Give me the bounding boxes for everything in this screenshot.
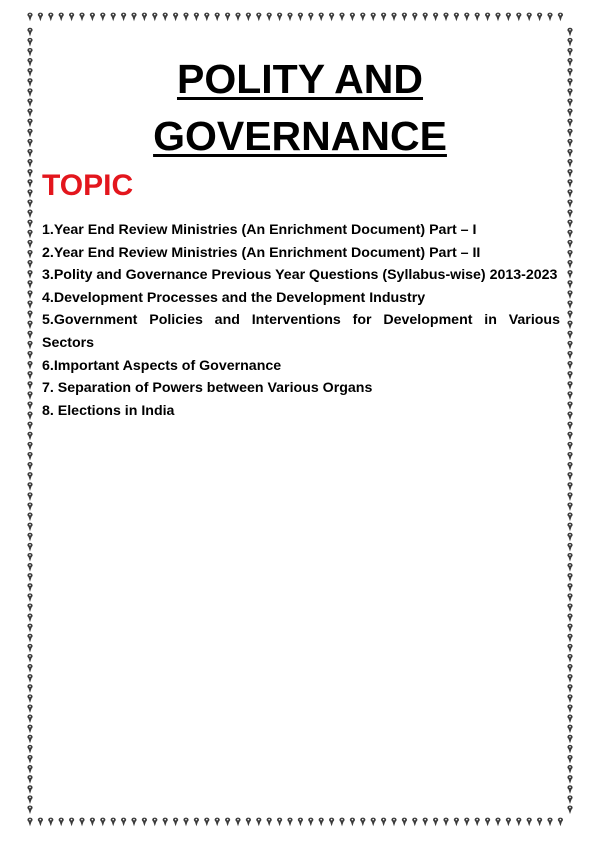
pin-ornament-icon [308,13,313,22]
pin-ornament-icon [163,818,168,827]
pin-ornament-icon [567,371,572,380]
pin-ornament-icon [27,482,32,491]
pin-ornament-icon [27,351,32,360]
pin-ornament-icon [27,795,32,804]
pin-ornament-icon [558,13,563,22]
pin-ornament-icon [567,715,572,724]
pin-ornament-icon [27,28,32,37]
pin-ornament-icon [433,818,438,827]
title-line-1: POLITY AND [176,56,424,102]
pin-ornament-icon [567,603,572,612]
pin-ornament-icon [567,664,572,673]
topic-item: 6.Important Aspects of Governance [42,357,282,374]
pin-ornament-icon [27,684,32,693]
pin-ornament-icon [329,818,334,827]
pin-ornament-icon [27,694,32,703]
pin-ornament-icon [38,13,43,22]
pin-ornament-icon [567,260,572,269]
pin-ornament-icon [567,220,572,229]
pin-ornament-icon [567,684,572,693]
pin-ornament-icon [319,818,324,827]
pin-ornament-icon [27,785,32,794]
pin-ornament-icon [371,818,376,827]
pin-ornament-icon [567,694,572,703]
topic-item: 2.Year End Review Ministries (An Enrichment Document) Part – II [42,244,481,261]
pin-ornament-icon [27,361,32,370]
pin-ornament-icon [48,818,53,827]
pin-ornament-icon [27,230,32,239]
pin-ornament-icon [475,818,480,827]
pin-ornament-icon [298,818,303,827]
topic-list [42,219,560,422]
pin-ornament-icon [381,818,386,827]
pin-ornament-icon [567,270,572,279]
pin-ornament-icon [567,624,572,633]
pin-ornament-icon [433,13,438,22]
pin-ornament-icon [27,381,32,390]
pin-ornament-icon [27,614,32,623]
pin-ornament-icon [567,351,572,360]
pin-ornament-icon [27,553,32,562]
pin-ornament-icon [423,13,428,22]
topic-heading: TOPIC [42,169,134,202]
pin-ornament-icon [567,300,572,309]
pin-ornament-icon [256,818,261,827]
pin-ornament-icon [27,189,32,198]
pin-ornament-icon [173,818,178,827]
pin-ornament-icon [79,13,84,22]
pin-ornament-icon [27,210,32,219]
pin-ornament-icon [27,311,32,320]
pin-ornament-icon [27,442,32,451]
pin-ornament-icon [360,13,365,22]
pin-ornament-icon [90,818,95,827]
pin-ornament-icon [27,654,32,663]
pin-ornament-icon [567,805,572,814]
pin-ornament-icon [277,13,282,22]
pin-ornament-icon [567,28,572,37]
pin-ornament-icon [567,725,572,734]
pin-ornament-icon [27,805,32,814]
pin-ornament-icon [27,755,32,764]
pin-ornament-icon [27,523,32,532]
pin-ornament-icon [121,13,126,22]
pin-ornament-icon [27,13,32,22]
pin-ornament-icon [59,818,64,827]
pin-ornament-icon [567,785,572,794]
pin-ornament-icon [111,13,116,22]
pin-ornament-icon [267,13,272,22]
pin-ornament-icon [567,199,572,208]
pin-ornament-icon [27,818,32,827]
pin-ornament-icon [194,818,199,827]
pin-ornament-icon [495,13,500,22]
pin-ornament-icon [27,704,32,713]
pin-ornament-icon [402,818,407,827]
pin-ornament-icon [567,422,572,431]
pin-ornament-icon [485,818,490,827]
pin-ornament-icon [27,624,32,633]
pin-ornament-icon [27,563,32,572]
pin-ornament-icon [443,818,448,827]
pin-ornament-icon [475,13,480,22]
pin-ornament-icon [121,818,126,827]
pin-ornament-icon [567,230,572,239]
pin-ornament-icon [27,593,32,602]
pin-ornament-icon [567,745,572,754]
pin-ornament-icon [100,13,105,22]
pin-ornament-icon [142,818,147,827]
pin-ornament-icon [27,290,32,299]
pin-ornament-icon [464,818,469,827]
pin-ornament-icon [454,13,459,22]
pin-ornament-icon [225,13,230,22]
topic-item: 7. Separation of Powers between Various Organs [42,380,373,397]
pin-ornament-icon [454,818,459,827]
pin-ornament-icon [152,818,157,827]
pin-ornament-icon [27,533,32,542]
pin-ornament-icon [567,755,572,764]
pin-ornament-icon [567,644,572,653]
pin-ornament-icon [567,614,572,623]
pin-ornament-icon [27,220,32,229]
pin-ornament-icon [537,818,542,827]
pin-ornament-icon [412,13,417,22]
pin-ornament-icon [567,634,572,643]
border-top-ornaments [27,13,563,22]
pin-ornament-icon [27,270,32,279]
pin-ornament-icon [27,664,32,673]
pin-ornament-icon [69,13,74,22]
pin-ornament-icon [235,818,240,827]
pin-ornament-icon [27,38,32,47]
pin-ornament-icon [537,13,542,22]
pin-ornament-icon [464,13,469,22]
pin-ornament-icon [27,603,32,612]
pin-ornament-icon [27,573,32,582]
pin-ornament-icon [567,442,572,451]
pin-ornament-icon [567,169,572,178]
pin-ornament-icon [506,13,511,22]
pin-ornament-icon [204,818,209,827]
pin-ornament-icon [225,818,230,827]
pin-ornament-icon [567,179,572,188]
pin-ornament-icon [79,818,84,827]
title-line-2: GOVERNANCE [153,113,447,159]
pin-ornament-icon [567,553,572,562]
pin-ornament-icon [527,13,532,22]
pin-ornament-icon [567,513,572,522]
pin-ornament-icon [371,13,376,22]
pin-ornament-icon [204,13,209,22]
pin-ornament-icon [27,412,32,421]
pin-ornament-icon [27,331,32,340]
pin-ornament-icon [27,341,32,350]
pin-ornament-icon [567,735,572,744]
topic-item: 1.Year End Review Ministries (An Enrichment Document) Part – I [42,222,477,238]
pin-ornament-icon [516,818,521,827]
pin-ornament-icon [567,563,572,572]
pin-ornament-icon [48,13,53,22]
pin-ornament-icon [567,523,572,532]
pin-ornament-icon [277,818,282,827]
pin-ornament-icon [567,543,572,552]
pin-ornament-icon [567,341,572,350]
pin-ornament-icon [287,13,292,22]
pin-ornament-icon [567,775,572,784]
pin-ornament-icon [111,818,116,827]
pin-ornament-icon [27,321,32,330]
pin-ornament-icon [183,13,188,22]
pin-ornament-icon [27,250,32,259]
pin-ornament-icon [516,13,521,22]
pin-ornament-icon [27,745,32,754]
pin-ornament-icon [567,502,572,511]
pin-ornament-icon [256,13,261,22]
pin-ornament-icon [235,13,240,22]
pin-ornament-icon [567,381,572,390]
pin-ornament-icon [319,13,324,22]
pin-ornament-icon [27,583,32,592]
pin-ornament-icon [152,13,157,22]
pin-ornament-icon [298,13,303,22]
pin-ornament-icon [100,818,105,827]
pin-ornament-icon [27,462,32,471]
topic-item: 8. Elections in India [42,402,175,419]
pin-ornament-icon [27,280,32,289]
pin-ornament-icon [131,13,136,22]
pin-ornament-icon [246,13,251,22]
pin-ornament-icon [194,13,199,22]
pin-ornament-icon [567,210,572,219]
pin-ornament-icon [27,735,32,744]
pin-ornament-icon [443,13,448,22]
pin-ornament-icon [27,513,32,522]
pin-ornament-icon [567,311,572,320]
pin-ornament-icon [27,422,32,431]
pin-ornament-icon [567,290,572,299]
pin-ornament-icon [27,199,32,208]
pin-ornament-icon [246,818,251,827]
pin-ornament-icon [567,492,572,501]
pin-ornament-icon [391,818,396,827]
pin-ornament-icon [27,452,32,461]
pin-ornament-icon [391,13,396,22]
pin-ornament-icon [329,13,334,22]
pin-ornament-icon [27,260,32,269]
pin-ornament-icon [339,818,344,827]
pin-ornament-icon [567,573,572,582]
pin-ornament-icon [567,795,572,804]
pin-ornament-icon [567,331,572,340]
pin-ornament-icon [567,482,572,491]
pin-ornament-icon [567,593,572,602]
pin-ornament-icon [412,818,417,827]
pin-ornament-icon [27,502,32,511]
pin-ornament-icon [27,472,32,481]
pin-ornament-icon [567,321,572,330]
pin-ornament-icon [567,462,572,471]
pin-ornament-icon [287,818,292,827]
pin-ornament-icon [402,13,407,22]
topic-item: 4.Development Processes and the Development Industry [42,289,426,306]
pin-ornament-icon [547,818,552,827]
pin-ornament-icon [69,818,74,827]
pin-ornament-icon [567,391,572,400]
pin-ornament-icon [567,472,572,481]
pin-ornament-icon [90,13,95,22]
pin-ornament-icon [27,169,32,178]
pin-ornament-icon [59,13,64,22]
pin-ornament-icon [527,818,532,827]
pin-ornament-icon [27,432,32,441]
pin-ornament-icon [27,775,32,784]
pin-ornament-icon [567,432,572,441]
pin-ornament-icon [27,492,32,501]
pin-ornament-icon [350,13,355,22]
pin-ornament-icon [267,818,272,827]
pin-ornament-icon [27,644,32,653]
pin-ornament-icon [27,765,32,774]
pin-ornament-icon [215,818,220,827]
topic-item: 5.Government Policies and Interventions for Development in Various Sectors [42,312,560,351]
pin-ornament-icon [27,715,32,724]
topic-item: 3.Polity and Governance Previous Year Questions (Syllabus-wise) 2013-2023 [42,267,558,284]
pin-ornament-icon [567,38,572,47]
pin-ornament-icon [567,280,572,289]
pin-ornament-icon [27,179,32,188]
pin-ornament-icon [381,13,386,22]
pin-ornament-icon [558,818,563,827]
pin-ornament-icon [423,818,428,827]
border-bottom-ornaments [27,818,563,827]
pin-ornament-icon [183,818,188,827]
pin-ornament-icon [567,250,572,259]
pin-ornament-icon [567,412,572,421]
pin-ornament-icon [567,361,572,370]
pin-ornament-icon [27,674,32,683]
pin-ornament-icon [27,634,32,643]
pin-ornament-icon [27,371,32,380]
pin-ornament-icon [495,818,500,827]
pin-ornament-icon [27,725,32,734]
pin-ornament-icon [567,240,572,249]
pin-ornament-icon [142,13,147,22]
pin-ornament-icon [567,452,572,461]
pin-ornament-icon [567,704,572,713]
pin-ornament-icon [567,674,572,683]
pin-ornament-icon [38,818,43,827]
pin-ornament-icon [173,13,178,22]
pin-ornament-icon [547,13,552,22]
pin-ornament-icon [567,401,572,410]
pin-ornament-icon [567,583,572,592]
pin-ornament-icon [27,300,32,309]
pin-ornament-icon [339,13,344,22]
pin-ornament-icon [163,13,168,22]
pin-ornament-icon [360,818,365,827]
pin-ornament-icon [567,533,572,542]
pin-ornament-icon [567,654,572,663]
pin-ornament-icon [567,765,572,774]
pin-ornament-icon [215,13,220,22]
pin-ornament-icon [131,818,136,827]
pin-ornament-icon [27,401,32,410]
pin-ornament-icon [506,818,511,827]
pin-ornament-icon [27,543,32,552]
pin-ornament-icon [350,818,355,827]
pin-ornament-icon [485,13,490,22]
pin-ornament-icon [27,240,32,249]
pin-ornament-icon [567,189,572,198]
pin-ornament-icon [308,818,313,827]
pin-ornament-icon [27,391,32,400]
